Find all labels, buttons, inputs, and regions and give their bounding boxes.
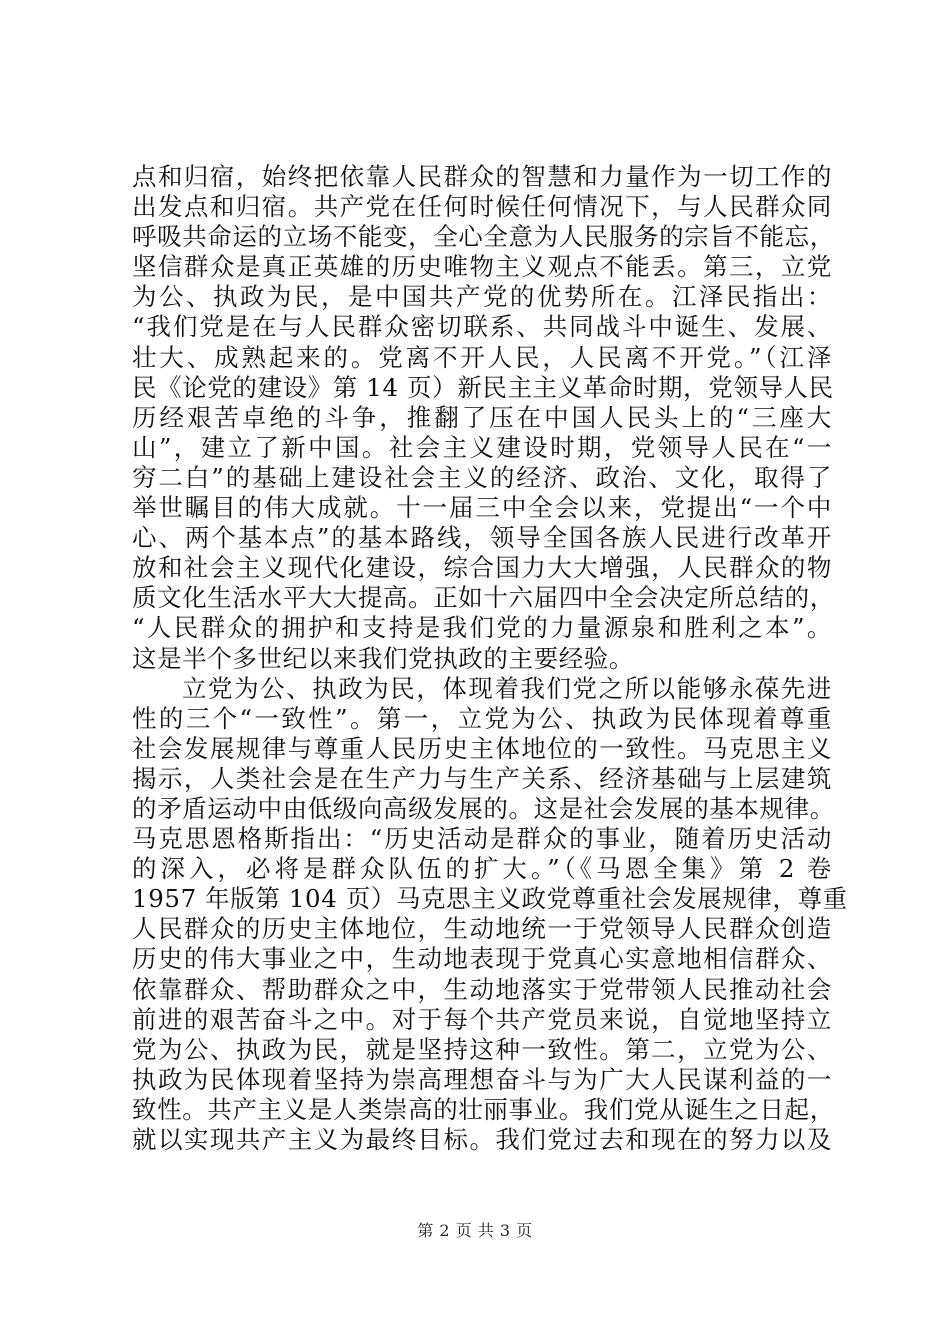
text-line: “人民群众的拥护和支持是我们党的力量源泉和胜利之本”。	[132, 613, 832, 643]
text-line: 党为公、执政为民，就是坚持这种一致性。第二，立党为公、	[132, 1034, 832, 1064]
text-line: 穷二白”的基础上建设社会主义的经济、政治、文化，取得了	[132, 462, 832, 492]
text-line: 社会发展规律与尊重人民历史主体地位的一致性。马克思主义	[132, 733, 832, 763]
text-line: 举世瞩目的伟大成就。十一届三中全会以来，党提出“一个中	[132, 493, 832, 523]
text-line: 1957 年版第 104 页）马克思主义政党尊重社会发展规律，尊重	[132, 884, 848, 914]
page-number-footer: 第 2 页 共 3 页	[417, 1221, 533, 1240]
text-line: 人民群众的历史主体地位，生动地统一于党领导人民群众创造	[132, 914, 832, 944]
text-line: 揭示，人类社会是在生产力与生产关系、经济基础与上层建筑	[132, 763, 832, 793]
text-line: 致性。共产主义是人类崇高的壮丽事业。我们党从诞生之日起，	[132, 1094, 835, 1124]
text-line: 执政为民体现着坚持为崇高理想奋斗与为广大人民谋利益的一	[132, 1064, 832, 1094]
text-line: 点和归宿，始终把依靠人民群众的智慧和力量作为一切工作的	[132, 162, 832, 191]
text-line: 这是半个多世纪以来我们党执政的主要经验。	[132, 643, 634, 673]
text-line: 呼吸共命运的立场不能变，全心全意为人民服务的宗旨不能忘，	[132, 222, 835, 252]
text-line: 依靠群众、帮助群众之中，生动地落实于党带领人民推动社会	[132, 974, 832, 1004]
text-line: 放和社会主义现代化建设，综合国力大大增强，人民群众的物	[132, 553, 832, 583]
text-line: 壮大、成熟起来的。党离不开人民，人民离不开党。”（江泽	[132, 342, 832, 372]
text-line: 的深入，必将是群众队伍的扩大。”（《马恩全集》第 2 卷	[132, 854, 832, 884]
text-line: 出发点和归宿。共产党在任何时候任何情况下，与人民群众同	[132, 192, 832, 222]
body-text	[132, 162, 848, 1155]
text-line: 性的三个“一致性”。第一，立党为公、执政为民体现着尊重	[132, 703, 832, 733]
text-line: “我们党是在与人民群众密切联系、共同战斗中诞生、发展、	[132, 312, 832, 342]
paragraph-first-line: 立党为公、执政为民，体现着我们党之所以能够永葆先进	[182, 673, 832, 703]
text-line: 坚信群众是真正英雄的历史唯物主义观点不能丢。第三，立党	[132, 252, 832, 282]
text-line: 马克思恩格斯指出：“历史活动是群众的事业，随着历史活动	[132, 824, 832, 854]
text-line: 为公、执政为民，是中国共产党的优势所在。江泽民指出：	[132, 282, 832, 312]
text-line: 前进的艰苦奋斗之中。对于每个共产党员来说，自觉地坚持立	[132, 1004, 832, 1034]
text-line: 心、两个基本点”的基本路线，领导全国各族人民进行改革开	[132, 523, 832, 553]
text-line: 质文化生活水平大大提高。正如十六届四中全会决定所总结的，	[132, 583, 835, 613]
text-line: 山”，建立了新中国。社会主义建设时期，党领导人民在“一	[132, 432, 832, 462]
text-line: 民《论党的建设》第 14 页）新民主主义革命时期，党领导人民	[132, 372, 834, 402]
text-line: 历经艰苦卓绝的斗争，推翻了压在中国人民头上的“三座大	[132, 402, 832, 432]
text-line: 历史的伟大事业之中，生动地表现于党真心实意地相信群众、	[132, 944, 832, 974]
text-line: 就以实现共产主义为最终目标。我们党过去和现在的努力以及	[132, 1125, 832, 1154]
text-line: 的矛盾运动中由低级向高级发展的。这是社会发展的基本规律。	[132, 793, 835, 823]
